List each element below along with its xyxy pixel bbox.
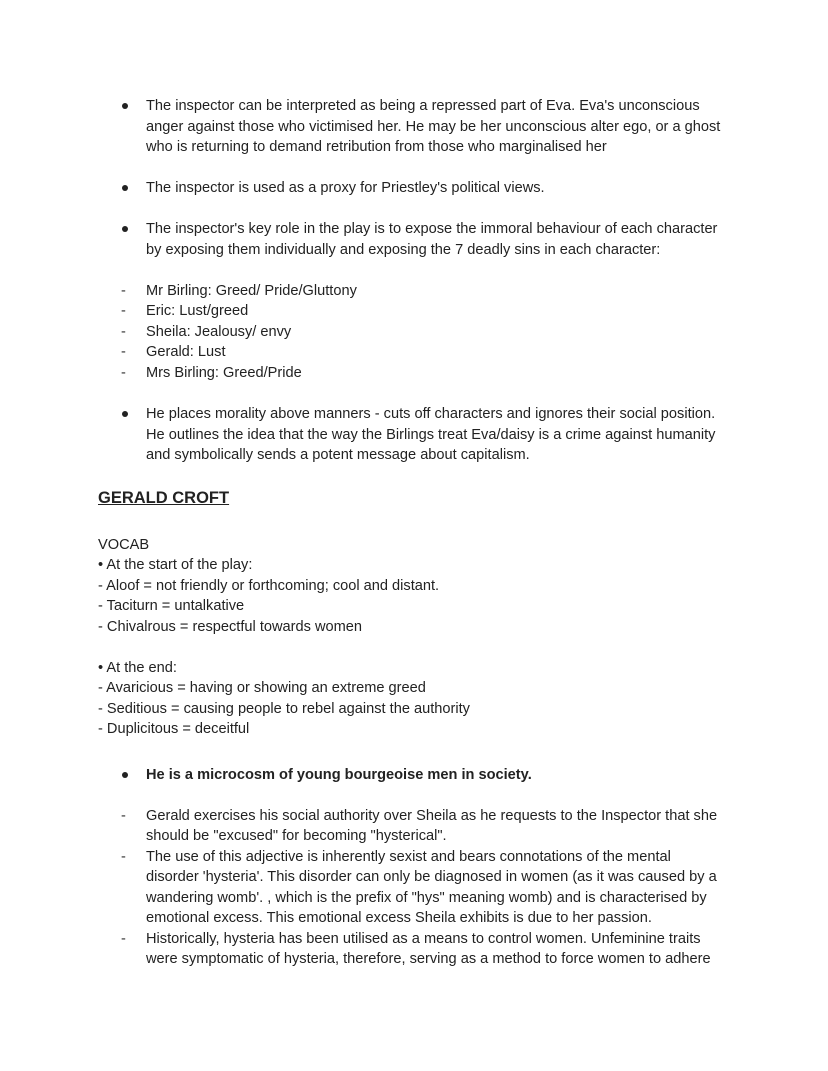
paragraph-line: who is returning to demand retribution from those who marginalised her xyxy=(146,139,607,155)
sin-item: Mr Birling: Greed/ Pride/Gluttony xyxy=(146,283,357,299)
bullet-icon xyxy=(122,411,128,417)
dash-marker: - xyxy=(121,849,126,865)
vocab-item: - Seditious = causing people to rebel against the authority xyxy=(98,701,470,717)
paragraph-line: emotional excess. This emotional excess Sheila exhibits is due to her passion. xyxy=(146,910,652,926)
paragraph-line: The inspector can be interpreted as being a repressed part of Eva. Eva's unconscious xyxy=(146,98,700,114)
dash-marker: - xyxy=(121,344,126,360)
dash-marker: - xyxy=(121,931,126,947)
vocab-start-label: • At the start of the play: xyxy=(98,557,253,573)
vocab-title: VOCAB xyxy=(98,537,150,553)
bullet-icon xyxy=(122,103,128,109)
vocab-item: - Duplicitous = deceitful xyxy=(98,721,250,737)
paragraph-line: by exposing them individually and exposing the 7 deadly sins in each character: xyxy=(146,242,661,258)
vocab-item: - Aloof = not friendly or forthcoming; cool and distant. xyxy=(98,578,440,594)
dash-marker: - xyxy=(121,283,126,299)
vocab-end-label: • At the end: xyxy=(98,660,177,676)
dash-marker: - xyxy=(121,303,126,319)
paragraph-line: and symbolically sends a potent message about capitalism. xyxy=(146,447,530,463)
dash-marker: - xyxy=(121,808,126,824)
sin-item: Gerald: Lust xyxy=(146,344,226,360)
vocab-item: - Avaricious = having or showing an extreme greed xyxy=(98,680,426,696)
section-heading: GERALD CROFT xyxy=(98,489,230,507)
paragraph-line: were symptomatic of hysteria, therefore, serving as a method to force women to adhere xyxy=(146,951,711,967)
bullet-icon xyxy=(122,185,128,191)
paragraph-line: disorder 'hysteria'. This disorder can only be diagnosed in women (as it was caused by a xyxy=(146,869,717,885)
paragraph-line: Gerald exercises his social authority over Sheila as he requests to the Inspector that she xyxy=(146,808,718,824)
bullet-icon xyxy=(122,772,128,778)
paragraph-line: Historically, hysteria has been utilised as a means to control women. Unfeminine traits xyxy=(146,931,701,947)
paragraph-line: wandering womb'. , which is the prefix of "hys" meaning womb) and is characterised by xyxy=(146,890,707,906)
paragraph-line: The inspector is used as a proxy for Priestley's political views. xyxy=(146,180,545,196)
paragraph-line: anger against those who victimised her. He may be her unconscious alter ego, or a ghost xyxy=(146,119,721,135)
paragraph-line: He outlines the idea that the way the Birlings treat Eva/daisy is a crime against humanity xyxy=(146,427,716,443)
paragraph-line: He places morality above manners - cuts off characters and ignores their social position. xyxy=(146,406,716,422)
sin-item: Eric: Lust/greed xyxy=(146,303,249,319)
paragraph-line: The inspector's key role in the play is to expose the immoral behaviour of each character xyxy=(146,221,718,237)
vocab-item: - Taciturn = untalkative xyxy=(98,598,245,614)
vocab-item: - Chivalrous = respectful towards women xyxy=(98,619,363,635)
dash-marker: - xyxy=(121,324,126,340)
bullet-icon xyxy=(122,226,128,232)
paragraph-line: The use of this adjective is inherently sexist and bears connotations of the mental xyxy=(146,849,671,865)
sin-item: Sheila: Jealousy/ envy xyxy=(146,324,292,340)
sin-item: Mrs Birling: Greed/Pride xyxy=(146,365,302,381)
dash-marker: - xyxy=(121,365,126,381)
bold-bullet-text: He is a microcosm of young bourgeoise men in society. xyxy=(146,767,532,783)
paragraph-line: should be "excused" for becoming "hysterical". xyxy=(146,828,447,844)
